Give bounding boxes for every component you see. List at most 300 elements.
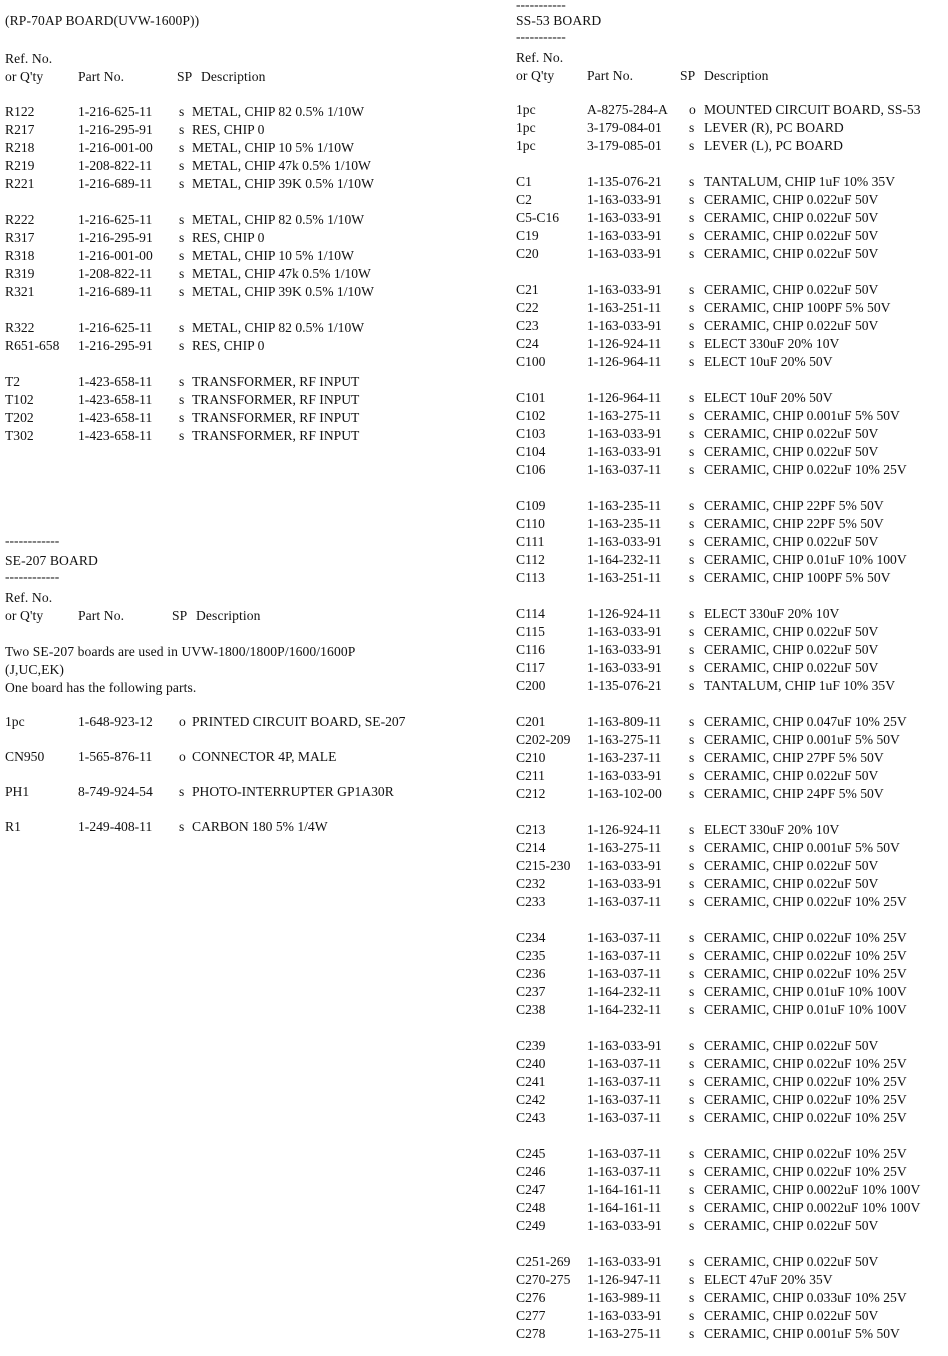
part-row bbox=[5, 428, 465, 446]
description: CERAMIC, CHIP 0.022uF 10% 25V bbox=[704, 966, 907, 981]
se207-bottom-rule: ------------ bbox=[5, 569, 60, 584]
description: CARBON 180 5% 1/4W bbox=[192, 819, 328, 834]
sp-code: s bbox=[689, 390, 695, 405]
sp-code: s bbox=[179, 266, 185, 281]
description: CERAMIC, CHIP 22PF 5% 50V bbox=[704, 498, 884, 513]
ref-no: C20 bbox=[516, 246, 539, 261]
part-row bbox=[516, 678, 948, 696]
sp-code: s bbox=[689, 354, 695, 369]
ref-no: C104 bbox=[516, 444, 546, 459]
part-row bbox=[516, 102, 948, 120]
description: CERAMIC, CHIP 0.022uF 50V bbox=[704, 642, 879, 657]
ref-no: C251-269 bbox=[516, 1254, 571, 1269]
description: TRANSFORMER, RF INPUT bbox=[192, 374, 360, 389]
part-row bbox=[516, 246, 948, 264]
part-no: 1-163-033-91 bbox=[587, 1038, 662, 1053]
ref-no: T2 bbox=[5, 374, 21, 389]
se207-top-rule: ------------ bbox=[5, 533, 60, 548]
sp-code: s bbox=[179, 819, 185, 834]
description: MOUNTED CIRCUIT BOARD, SS-53 bbox=[704, 102, 921, 117]
sp-code: s bbox=[689, 678, 695, 693]
part-row bbox=[516, 1074, 948, 1092]
part-no: 1-163-037-11 bbox=[587, 894, 662, 909]
part-row bbox=[516, 1164, 948, 1182]
sp-code: s bbox=[689, 210, 695, 225]
sp-code: s bbox=[689, 1308, 695, 1323]
ref-no: C278 bbox=[516, 1326, 546, 1341]
part-row bbox=[516, 462, 948, 480]
sp-code: s bbox=[689, 876, 695, 891]
ref-no: R221 bbox=[5, 176, 35, 191]
part-row bbox=[5, 140, 465, 158]
sp-code: s bbox=[179, 784, 185, 799]
part-row bbox=[5, 212, 465, 230]
part-row bbox=[516, 336, 948, 354]
ref-no: C212 bbox=[516, 786, 546, 801]
ref-no: R218 bbox=[5, 140, 35, 155]
header-sp: SP bbox=[680, 68, 696, 83]
part-no: 1-163-037-11 bbox=[587, 930, 662, 945]
ref-no: C215-230 bbox=[516, 858, 571, 873]
sp-code: s bbox=[689, 1038, 695, 1053]
group-spacer bbox=[516, 912, 948, 930]
header-description: Description bbox=[196, 608, 261, 623]
description: CERAMIC, CHIP 0.022uF 50V bbox=[704, 858, 879, 873]
description: CERAMIC, CHIP 0.022uF 10% 25V bbox=[704, 462, 907, 477]
part-no: 1-163-275-11 bbox=[587, 840, 662, 855]
sp-code: o bbox=[179, 714, 186, 729]
description: CERAMIC, CHIP 0.022uF 50V bbox=[704, 624, 879, 639]
sp-code: s bbox=[689, 336, 695, 351]
ref-no: PH1 bbox=[5, 784, 30, 799]
description: METAL, CHIP 82 0.5% 1/10W bbox=[192, 104, 365, 119]
part-no: 1-126-924-11 bbox=[587, 606, 662, 621]
sp-code: s bbox=[689, 984, 695, 999]
part-row bbox=[516, 192, 948, 210]
description: TRANSFORMER, RF INPUT bbox=[192, 428, 360, 443]
ref-no: R322 bbox=[5, 320, 35, 335]
description: CERAMIC, CHIP 0.022uF 50V bbox=[704, 192, 879, 207]
description: CERAMIC, CHIP 0.022uF 50V bbox=[704, 1218, 879, 1233]
header-description: Description bbox=[704, 68, 769, 83]
part-no: 1-163-237-11 bbox=[587, 750, 662, 765]
ref-no: C2 bbox=[516, 192, 532, 207]
ref-no: C110 bbox=[516, 516, 545, 531]
sp-code: s bbox=[689, 570, 695, 585]
ref-no: C113 bbox=[516, 570, 545, 585]
sp-code: s bbox=[689, 768, 695, 783]
description: CERAMIC, CHIP 100PF 5% 50V bbox=[704, 570, 891, 585]
part-no: 1-126-964-11 bbox=[587, 390, 662, 405]
ref-no: CN950 bbox=[5, 749, 45, 764]
part-row bbox=[516, 1110, 948, 1128]
part-row bbox=[516, 282, 948, 300]
ref-no: C242 bbox=[516, 1092, 546, 1107]
ref-no: C213 bbox=[516, 822, 546, 837]
description: CERAMIC, CHIP 0.022uF 10% 25V bbox=[704, 948, 907, 963]
description: PHOTO-INTERRUPTER GP1A30R bbox=[192, 784, 394, 799]
part-no: 1-423-658-11 bbox=[78, 392, 153, 407]
description: CERAMIC, CHIP 0.022uF 10% 25V bbox=[704, 1146, 907, 1161]
ref-no: C236 bbox=[516, 966, 546, 981]
part-row bbox=[516, 984, 948, 1002]
part-row bbox=[5, 104, 465, 122]
ref-no: C5-C16 bbox=[516, 210, 560, 225]
description: CERAMIC, CHIP 24PF 5% 50V bbox=[704, 786, 884, 801]
part-no: 1-216-001-00 bbox=[78, 140, 153, 155]
ref-no: R318 bbox=[5, 248, 35, 263]
se207-note-line-2: (J,UC,EK) bbox=[5, 662, 65, 677]
ss53-parts-list bbox=[516, 102, 948, 1344]
part-row bbox=[516, 1290, 948, 1308]
part-no: 1-163-037-11 bbox=[587, 1074, 662, 1089]
part-no: 1-135-076-21 bbox=[587, 678, 662, 693]
ref-no: C1 bbox=[516, 174, 532, 189]
sp-code: s bbox=[689, 948, 695, 963]
part-no: 1-135-076-21 bbox=[587, 174, 662, 189]
ref-no: 1pc bbox=[5, 714, 25, 729]
part-row bbox=[516, 138, 948, 156]
sp-code: s bbox=[689, 1092, 695, 1107]
part-row bbox=[5, 392, 465, 410]
ss53-top-rule: ----------- bbox=[516, 0, 566, 12]
sp-code: s bbox=[689, 246, 695, 261]
part-no: 1-163-102-00 bbox=[587, 786, 662, 801]
part-no: 1-163-033-91 bbox=[587, 858, 662, 873]
part-row bbox=[516, 606, 948, 624]
description: CERAMIC, CHIP 0.022uF 10% 25V bbox=[704, 1074, 907, 1089]
ref-no: C102 bbox=[516, 408, 546, 423]
part-no: 1-216-295-91 bbox=[78, 122, 153, 137]
part-no: 3-179-084-01 bbox=[587, 120, 662, 135]
description: METAL, CHIP 10 5% 1/10W bbox=[192, 140, 354, 155]
sp-code: s bbox=[689, 498, 695, 513]
part-no: 1-163-033-91 bbox=[587, 318, 662, 333]
sp-code: s bbox=[689, 1290, 695, 1305]
part-row bbox=[516, 516, 948, 534]
sp-code: s bbox=[689, 714, 695, 729]
part-no: 1-163-033-91 bbox=[587, 282, 662, 297]
part-no: 1-164-232-11 bbox=[587, 1002, 662, 1017]
description: CERAMIC, CHIP 0.022uF 50V bbox=[704, 876, 879, 891]
ref-no: C117 bbox=[516, 660, 545, 675]
sp-code: s bbox=[689, 408, 695, 423]
part-row bbox=[516, 534, 948, 552]
ref-no: C233 bbox=[516, 894, 546, 909]
rp70ap-parts-list bbox=[5, 104, 465, 446]
ref-no: C211 bbox=[516, 768, 545, 783]
header-description: Description bbox=[201, 69, 266, 84]
sp-code: s bbox=[689, 786, 695, 801]
description: ELECT 330uF 20% 10V bbox=[704, 822, 840, 837]
part-row bbox=[516, 390, 948, 408]
se207-header-ref: Ref. No. bbox=[5, 590, 53, 605]
group-spacer bbox=[516, 156, 948, 174]
ref-no: C200 bbox=[516, 678, 546, 693]
se207-note-line-1: Two SE-207 boards are used in UVW-1800/1800P/1600/1600P bbox=[5, 644, 356, 659]
sp-code: s bbox=[689, 858, 695, 873]
ref-no: C201 bbox=[516, 714, 546, 729]
description: CERAMIC, CHIP 0.022uF 10% 25V bbox=[704, 894, 907, 909]
part-row bbox=[516, 876, 948, 894]
sp-code: s bbox=[689, 192, 695, 207]
part-row bbox=[516, 552, 948, 570]
description: RES, CHIP 0 bbox=[192, 122, 265, 137]
ref-no: C239 bbox=[516, 1038, 546, 1053]
sp-code: s bbox=[689, 894, 695, 909]
part-no: 1-164-232-11 bbox=[587, 552, 662, 567]
part-row bbox=[5, 374, 465, 392]
part-no: 1-163-037-11 bbox=[587, 1164, 662, 1179]
sp-code: s bbox=[689, 516, 695, 531]
part-row bbox=[516, 786, 948, 804]
ref-no: C23 bbox=[516, 318, 539, 333]
sp-code: s bbox=[689, 750, 695, 765]
description: CERAMIC, CHIP 0.022uF 10% 25V bbox=[704, 1056, 907, 1071]
part-no: 1-249-408-11 bbox=[78, 819, 153, 834]
part-no: 1-163-033-91 bbox=[587, 426, 662, 441]
part-no: 1-163-037-11 bbox=[587, 1146, 662, 1161]
part-row bbox=[516, 624, 948, 642]
ref-no: C112 bbox=[516, 552, 545, 567]
part-no: 1-163-989-11 bbox=[587, 1290, 662, 1305]
group-spacer bbox=[5, 356, 465, 374]
description: CONNECTOR 4P, MALE bbox=[192, 749, 337, 764]
sp-code: s bbox=[689, 660, 695, 675]
part-row bbox=[516, 1272, 948, 1290]
ref-no: R319 bbox=[5, 266, 35, 281]
description: METAL, CHIP 39K 0.5% 1/10W bbox=[192, 284, 374, 299]
ref-no: C106 bbox=[516, 462, 546, 477]
part-row bbox=[516, 1146, 948, 1164]
part-no: 1-163-037-11 bbox=[587, 948, 662, 963]
description: CERAMIC, CHIP 0.001uF 5% 50V bbox=[704, 732, 900, 747]
description: TANTALUM, CHIP 1uF 10% 35V bbox=[704, 174, 896, 189]
ref-no: C114 bbox=[516, 606, 545, 621]
description: CERAMIC, CHIP 0.022uF 10% 25V bbox=[704, 1164, 907, 1179]
group-spacer bbox=[5, 302, 465, 320]
part-row bbox=[5, 819, 465, 837]
description: LEVER (L), PC BOARD bbox=[704, 138, 843, 153]
ref-no: C202-209 bbox=[516, 732, 571, 747]
ref-no: C116 bbox=[516, 642, 545, 657]
part-no: 1-163-235-11 bbox=[587, 516, 662, 531]
part-no: 1-163-033-91 bbox=[587, 624, 662, 639]
part-no: A-8275-284-A bbox=[587, 102, 668, 117]
ref-no: C210 bbox=[516, 750, 546, 765]
sp-code: s bbox=[689, 732, 695, 747]
part-row bbox=[516, 498, 948, 516]
part-no: 1-163-033-91 bbox=[587, 876, 662, 891]
ref-no: C247 bbox=[516, 1182, 546, 1197]
part-row bbox=[516, 660, 948, 678]
sp-code: s bbox=[179, 374, 185, 389]
ref-no: C100 bbox=[516, 354, 546, 369]
sp-code: s bbox=[179, 338, 185, 353]
part-row bbox=[516, 1056, 948, 1074]
part-no: 3-179-085-01 bbox=[587, 138, 662, 153]
ref-no: T202 bbox=[5, 410, 34, 425]
se207-column-header bbox=[5, 607, 465, 625]
part-no: 1-163-033-91 bbox=[587, 228, 662, 243]
ref-no: R217 bbox=[5, 122, 35, 137]
description: CERAMIC, CHIP 0.022uF 50V bbox=[704, 246, 879, 261]
part-row bbox=[516, 1092, 948, 1110]
description: METAL, CHIP 47k 0.5% 1/10W bbox=[192, 158, 371, 173]
part-no: 1-216-625-11 bbox=[78, 104, 153, 119]
description: METAL, CHIP 47k 0.5% 1/10W bbox=[192, 266, 371, 281]
sp-code: s bbox=[689, 966, 695, 981]
group-spacer bbox=[516, 1128, 948, 1146]
part-no: 1-163-037-11 bbox=[587, 462, 662, 477]
description: METAL, CHIP 82 0.5% 1/10W bbox=[192, 212, 365, 227]
ref-no: C115 bbox=[516, 624, 545, 639]
part-no: 1-163-275-11 bbox=[587, 1326, 662, 1341]
part-no: 1-163-037-11 bbox=[587, 1092, 662, 1107]
part-row bbox=[5, 122, 465, 140]
header-part-no: Part No. bbox=[78, 608, 125, 623]
part-no: 1-126-964-11 bbox=[587, 354, 662, 369]
part-row bbox=[516, 1218, 948, 1236]
description: CERAMIC, CHIP 0.0022uF 10% 100V bbox=[704, 1200, 921, 1215]
sp-code: s bbox=[179, 428, 185, 443]
header-qty: or Q'ty bbox=[5, 608, 44, 623]
description: RES, CHIP 0 bbox=[192, 338, 265, 353]
part-no: 1-216-625-11 bbox=[78, 212, 153, 227]
part-row bbox=[5, 266, 465, 284]
sp-code: s bbox=[689, 1146, 695, 1161]
ref-no: T102 bbox=[5, 392, 34, 407]
ref-no: C243 bbox=[516, 1110, 546, 1125]
ref-no: R321 bbox=[5, 284, 35, 299]
rp70ap-column-header bbox=[5, 68, 465, 86]
rp70ap-board-title: (RP-70AP BOARD(UVW-1600P)) bbox=[5, 13, 200, 28]
group-spacer bbox=[516, 372, 948, 390]
se207-note-line-3: One board has the following parts. bbox=[5, 680, 197, 695]
description: METAL, CHIP 10 5% 1/10W bbox=[192, 248, 354, 263]
ref-no: T302 bbox=[5, 428, 34, 443]
header-qty: or Q'ty bbox=[5, 69, 44, 84]
ref-no: R122 bbox=[5, 104, 35, 119]
ref-no: C232 bbox=[516, 876, 546, 891]
part-no: 1-126-947-11 bbox=[587, 1272, 662, 1287]
sp-code: s bbox=[689, 1254, 695, 1269]
ref-no: C245 bbox=[516, 1146, 546, 1161]
part-row bbox=[516, 822, 948, 840]
part-no: 1-126-924-11 bbox=[587, 822, 662, 837]
part-row bbox=[516, 858, 948, 876]
ref-no: C270-275 bbox=[516, 1272, 571, 1287]
description: TRANSFORMER, RF INPUT bbox=[192, 392, 360, 407]
ref-no: C240 bbox=[516, 1056, 546, 1071]
ref-no: C19 bbox=[516, 228, 539, 243]
part-row bbox=[5, 338, 465, 356]
description: CERAMIC, CHIP 0.022uF 50V bbox=[704, 282, 879, 297]
sp-code: o bbox=[689, 102, 696, 117]
part-row bbox=[516, 570, 948, 588]
part-no: 1-163-251-11 bbox=[587, 300, 662, 315]
ref-no: C111 bbox=[516, 534, 545, 549]
ref-no: C234 bbox=[516, 930, 546, 945]
ref-no: 1pc bbox=[516, 138, 536, 153]
part-no: 1-423-658-11 bbox=[78, 410, 153, 425]
description: TRANSFORMER, RF INPUT bbox=[192, 410, 360, 425]
part-no: 1-216-625-11 bbox=[78, 320, 153, 335]
part-row bbox=[516, 210, 948, 228]
description: TANTALUM, CHIP 1uF 10% 35V bbox=[704, 678, 896, 693]
part-row bbox=[5, 320, 465, 338]
part-row bbox=[5, 158, 465, 176]
description: CERAMIC, CHIP 0.022uF 50V bbox=[704, 660, 879, 675]
sp-code: o bbox=[179, 749, 186, 764]
part-row bbox=[516, 1182, 948, 1200]
description: CERAMIC, CHIP 0.022uF 10% 25V bbox=[704, 1110, 907, 1125]
part-row bbox=[5, 230, 465, 248]
group-spacer bbox=[516, 696, 948, 714]
description: CERAMIC, CHIP 0.022uF 50V bbox=[704, 534, 879, 549]
description: CERAMIC, CHIP 0.001uF 5% 50V bbox=[704, 840, 900, 855]
part-row bbox=[5, 284, 465, 302]
description: ELECT 10uF 20% 50V bbox=[704, 354, 833, 369]
part-row bbox=[516, 1002, 948, 1020]
sp-code: s bbox=[179, 122, 185, 137]
sp-code: s bbox=[179, 284, 185, 299]
ref-no: C238 bbox=[516, 1002, 546, 1017]
sp-code: s bbox=[689, 1218, 695, 1233]
part-row bbox=[516, 120, 948, 138]
description: CERAMIC, CHIP 0.022uF 50V bbox=[704, 1308, 879, 1323]
part-row bbox=[516, 840, 948, 858]
se207-parts-list bbox=[5, 714, 465, 854]
ref-no: C22 bbox=[516, 300, 539, 315]
part-row bbox=[516, 768, 948, 786]
group-spacer bbox=[516, 264, 948, 282]
ss53-header-ref: Ref. No. bbox=[516, 50, 564, 65]
sp-code: s bbox=[689, 174, 695, 189]
part-row bbox=[516, 300, 948, 318]
part-row bbox=[516, 444, 948, 462]
sp-code: s bbox=[689, 318, 695, 333]
description: CERAMIC, CHIP 22PF 5% 50V bbox=[704, 516, 884, 531]
sp-code: s bbox=[179, 140, 185, 155]
sp-code: s bbox=[689, 606, 695, 621]
rp70ap-header-ref: Ref. No. bbox=[5, 51, 53, 66]
part-no: 1-216-689-11 bbox=[78, 284, 153, 299]
sp-code: s bbox=[179, 158, 185, 173]
ref-no: C24 bbox=[516, 336, 539, 351]
sp-code: s bbox=[179, 176, 185, 191]
part-no: 1-163-033-91 bbox=[587, 660, 662, 675]
part-row bbox=[516, 894, 948, 912]
part-no: 1-565-876-11 bbox=[78, 749, 153, 764]
part-row bbox=[516, 948, 948, 966]
description: CERAMIC, CHIP 0.022uF 50V bbox=[704, 318, 879, 333]
part-row bbox=[516, 318, 948, 336]
sp-code: s bbox=[689, 534, 695, 549]
sp-code: s bbox=[689, 840, 695, 855]
part-row bbox=[5, 749, 465, 767]
part-row bbox=[5, 176, 465, 194]
description: ELECT 47uF 20% 35V bbox=[704, 1272, 833, 1287]
part-row bbox=[516, 426, 948, 444]
description: CERAMIC, CHIP 0.022uF 10% 25V bbox=[704, 930, 907, 945]
part-no: 1-163-033-91 bbox=[587, 246, 662, 261]
description: CERAMIC, CHIP 0.047uF 10% 25V bbox=[704, 714, 907, 729]
part-no: 1-423-658-11 bbox=[78, 428, 153, 443]
part-no: 1-163-033-91 bbox=[587, 642, 662, 657]
ss53-board-title: SS-53 BOARD bbox=[516, 13, 602, 28]
description: CERAMIC, CHIP 0.01uF 10% 100V bbox=[704, 984, 907, 999]
